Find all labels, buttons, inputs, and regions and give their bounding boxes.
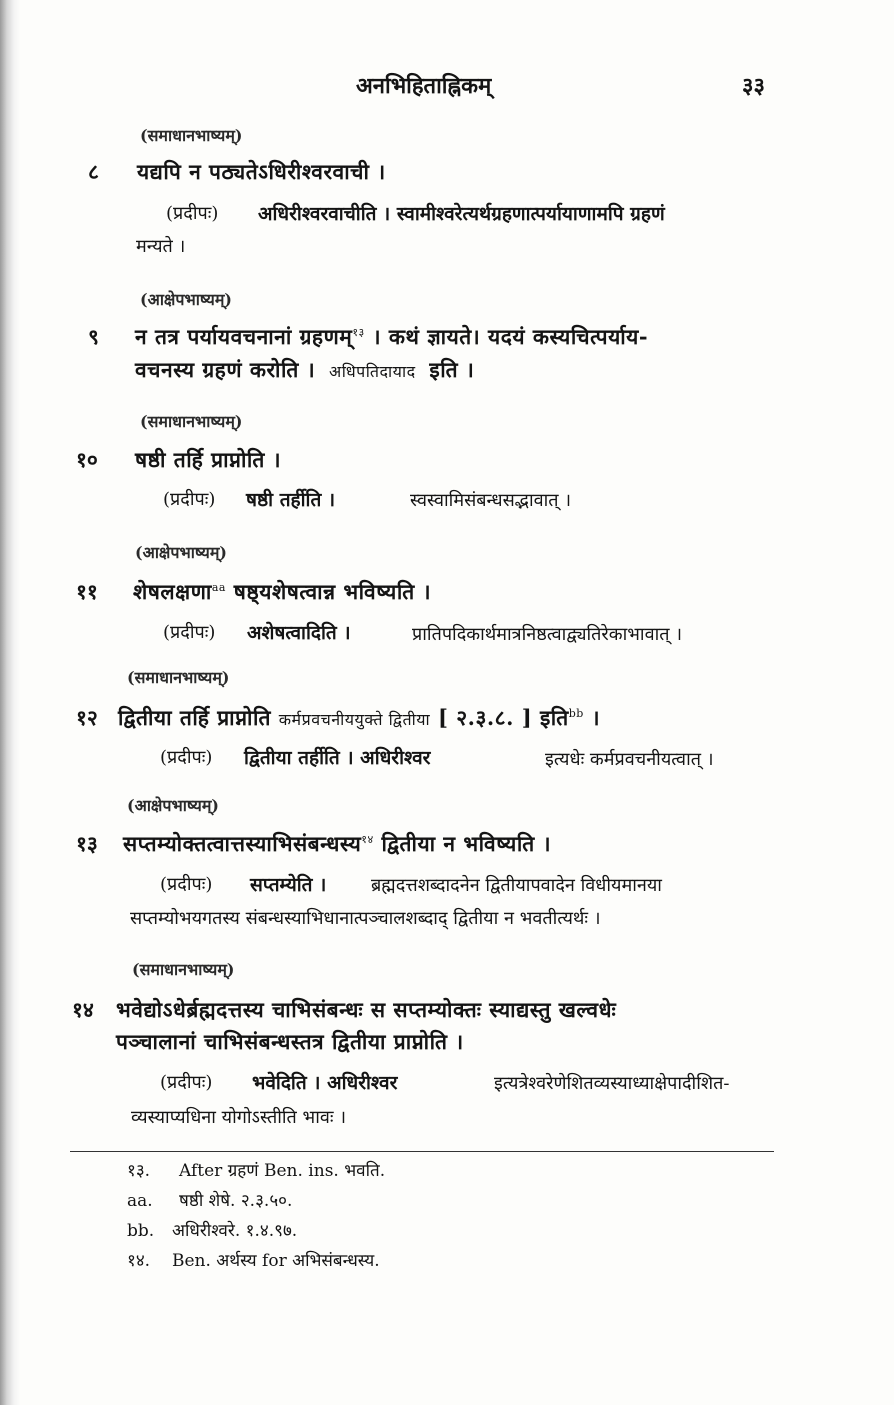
footnote-text: Ben. अर्थस्य for अभिसंबन्धस्य. xyxy=(172,1251,380,1271)
footnote xyxy=(127,1218,297,1241)
bhashya-text xyxy=(135,323,648,351)
verse-number: ८ xyxy=(88,159,99,184)
bhashya-continuation: पञ्चालानां चाभिसंबन्धस्तत्र द्वितीया प्राप्नोति । xyxy=(116,1029,464,1054)
pradipa-text: अधिरीश्वरवाचीति । स्वामीश्वरेत्यर्थग्रहणात्पर्यायाणामपि ग्रहणं xyxy=(258,203,665,225)
sutra-reference: कर्मप्रवचनीययुक्ते द्वितीया xyxy=(278,710,431,729)
verse-number: १३ xyxy=(76,831,98,856)
footnote xyxy=(127,1248,380,1271)
footnote xyxy=(127,1188,292,1211)
footnote-marker: १३ xyxy=(352,326,365,339)
pradipa-bold: षष्ठी तर्हीति । xyxy=(246,489,336,511)
footnote-text: After ग्रहणं Ben. ins. भवति. xyxy=(179,1161,386,1181)
verse-number: १० xyxy=(76,447,98,472)
footnote-mark: १३. xyxy=(127,1161,151,1181)
bhashya-text-part: । xyxy=(591,705,601,730)
section-label: (समाधानभाष्यम्) xyxy=(140,412,243,431)
pradipa-bold: भवेदिति । अधिरीश्वर xyxy=(252,1072,398,1094)
pradipa-label: (प्रदीपः) xyxy=(163,489,216,510)
pradipa-text: स्वस्वामिसंबन्धसद्भावात् । xyxy=(410,490,572,511)
section-label: (समाधानभाष्यम्) xyxy=(132,960,235,979)
bhashya-text-part: शेषलक्षणा xyxy=(133,579,212,604)
page-number: ३३ xyxy=(742,73,765,99)
footnote-text: अधिरीश्वरे. १.४.९७. xyxy=(172,1221,298,1241)
pradipa-label: (प्रदीपः) xyxy=(160,874,213,895)
verse-number: १४ xyxy=(72,997,94,1022)
footnote-mark: १४. xyxy=(127,1251,151,1271)
pradipa-text: इत्यधेः कर्मप्रवचनीयत्वात् । xyxy=(545,749,714,770)
pradipa-continuation: सप्तम्योभयगतस्य संबन्धस्याभिधानात्पञ्चालशब्दाद् द्वितीया न भवतीत्यर्थः । xyxy=(130,908,601,929)
book-spine-shadow xyxy=(0,0,20,1405)
bhashya-text: भवेद्योऽधेर्ब्रह्मदत्तस्य चाभिसंबन्धः स सप्तम्योक्तः स्याद्यस्तु खल्वधेः xyxy=(116,997,617,1022)
bhashya-text-part: द्वितीया न भविष्यति । xyxy=(381,831,552,856)
bhashya-text-part: इति । xyxy=(429,357,475,382)
pradipa-label: (प्रदीपः) xyxy=(160,1072,213,1093)
verse-number: १२ xyxy=(76,705,98,730)
pradipa-bold: अशेषत्वादिति । xyxy=(247,622,351,644)
footnote-marker: १४ xyxy=(361,833,374,846)
footnote xyxy=(127,1158,385,1181)
bhashya-text-part: [ २.३.८. ] इति xyxy=(437,705,569,730)
section-label: (आक्षेपभाष्यम्) xyxy=(135,543,227,562)
footnote-text: षष्ठी शेषे. २.३.५०. xyxy=(179,1191,293,1211)
bhashya-text xyxy=(118,704,600,732)
pradipa-text: प्रातिपदिकार्थमात्रनिष्ठत्वाद्व्यतिरेकाभावात् । xyxy=(412,624,683,645)
bhashya-text xyxy=(123,830,551,858)
pradipa-label: (प्रदीपः) xyxy=(160,747,213,768)
bhashya-text-part: वचनस्य ग्रहणं करोति । xyxy=(135,357,316,382)
pradipa-continuation: मन्यते । xyxy=(136,236,186,257)
bhashya-text-part: द्वितीया तर्हि प्राप्नोति xyxy=(118,705,271,730)
running-title: अनभिहिताह्निकम् xyxy=(356,73,492,99)
section-label: (आक्षेपभाष्यम्) xyxy=(127,796,219,815)
bhashya-continuation xyxy=(135,356,474,384)
section-label: (आक्षेपभाष्यम्) xyxy=(140,290,232,309)
footnote-divider xyxy=(70,1151,774,1152)
section-label: (समाधानभाष्यम्) xyxy=(140,126,243,145)
section-label: (समाधानभाष्यम्) xyxy=(127,668,230,687)
pradipa-text: ब्रह्मदत्तशब्दादनेन द्वितीयापवादेन विधीयमानया xyxy=(371,875,662,896)
bhashya-text: यद्यपि न पठ्यतेऽधिरीश्वरवाची । xyxy=(137,159,386,184)
footnote-mark: bb. xyxy=(127,1221,155,1241)
bhashya-text-part: । कथं ज्ञायते। यदयं कस्यचित्पर्याय- xyxy=(372,324,649,349)
verse-number: ११ xyxy=(76,579,98,604)
sutra-reference: अधिपतिदायाद xyxy=(328,362,416,381)
pradipa-continuation: व्यस्याप्यधिना योगोऽस्तीति भावः । xyxy=(131,1107,347,1128)
bhashya-text-part: षष्ठ्यशेषत्वान्न भविष्यति । xyxy=(233,579,432,604)
bhashya-text-part: सप्तम्योक्तत्वात्तस्याभिसंबन्धस्य xyxy=(123,831,362,856)
pradipa-bold: सप्तम्येति । xyxy=(250,874,327,896)
footnote-mark: aa. xyxy=(127,1191,153,1211)
bhashya-text: षष्ठी तर्हि प्राप्नोति । xyxy=(135,447,282,472)
bhashya-text xyxy=(133,578,431,606)
footnote-marker: bb xyxy=(568,707,584,720)
footnote-marker: aa xyxy=(211,581,226,594)
pradipa-label: (प्रदीपः) xyxy=(166,203,219,224)
pradipa-label: (प्रदीपः) xyxy=(163,622,216,643)
pradipa-bold: द्वितीया तर्हीति । अधिरीश्वर xyxy=(244,747,431,769)
bhashya-text-part: न तत्र पर्यायवचनानां ग्रहणम् xyxy=(135,324,353,349)
pradipa-text: इत्यत्रेश्वरेणेशितव्यस्याध्याक्षेपादीशित- xyxy=(494,1073,730,1094)
verse-number: ९ xyxy=(88,324,99,349)
